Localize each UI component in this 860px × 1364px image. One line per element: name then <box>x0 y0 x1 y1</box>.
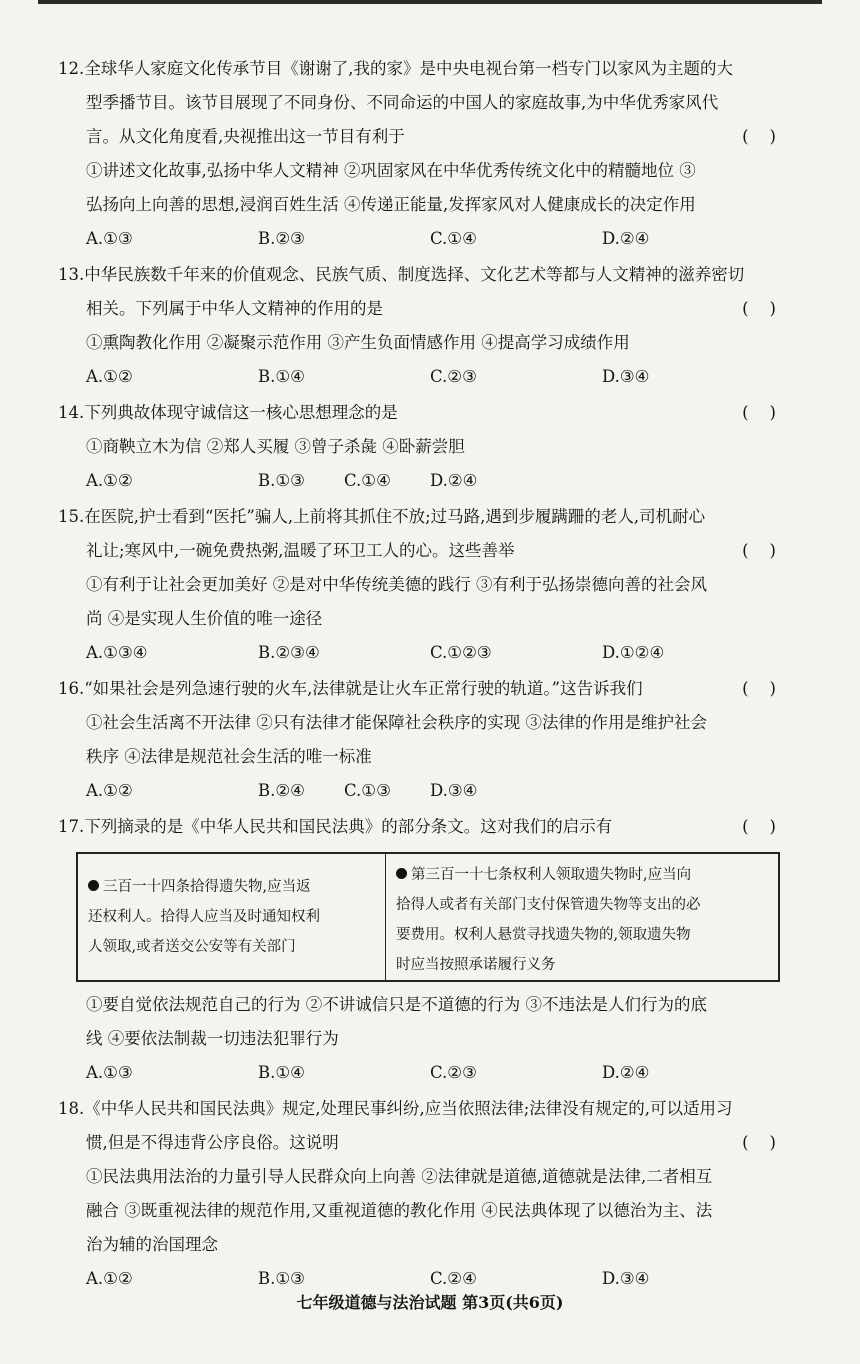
option-a: A.①② <box>86 781 133 800</box>
article-317 <box>386 854 778 980</box>
article-317-line-1: 第三百一十七条权利人领取遗失物时,应当向 <box>411 867 692 883</box>
bullet-icon <box>396 868 407 879</box>
option-d: D.①②④ <box>602 643 665 662</box>
question-16-line-1: 16.“如果社会是列急速行驶的火车,法律就是让火车正常行驶的轨道。”这告诉我们 <box>58 679 643 698</box>
question-17 <box>58 810 798 1090</box>
question-13 <box>58 258 798 394</box>
option-b: B.①④ <box>258 1063 305 1082</box>
question-18-item-line-1: ①民法典用法治的力量引导人民群众向上向善 ②法律就是道德,道德就是法律,二者相互 <box>86 1167 713 1186</box>
option-a: A.①③ <box>86 1063 133 1082</box>
option-d: D.③④ <box>602 1269 650 1288</box>
option-b: B.①③ <box>258 1269 305 1288</box>
option-b: B.②③ <box>258 229 305 248</box>
option-c: C.②③ <box>430 1063 477 1082</box>
question-14 <box>58 396 798 498</box>
questions-area <box>58 52 798 1298</box>
article-314-line-2: 还权利人。拾得人应当及时通知权利 <box>88 909 320 925</box>
option-d: D.③④ <box>602 367 650 386</box>
article-317-line-2: 拾得人或者有关部门支付保管遗失物等支出的必 <box>396 897 701 913</box>
answer-paren: ( ) <box>742 127 776 146</box>
question-17-item-line-1: ①要自觉依法规范自己的行为 ②不讲诚信只是不道德的行为 ③不违法是人们行为的底 <box>86 995 707 1014</box>
question-12-line-1: 12.全球华人家庭文化传承节目《谢谢了,我的家》是中央电视台第一档专门以家风为主题的大 <box>58 59 733 78</box>
option-c: C.①④ <box>344 471 391 490</box>
option-c: C.①③ <box>344 781 391 800</box>
option-d: D.③④ <box>430 781 478 800</box>
question-12-item-line-1: ①讲述文化故事,弘扬中华人文精神 ②巩固家风在中华优秀传统文化中的精髓地位 ③ <box>86 161 696 180</box>
option-b: B.②④ <box>258 781 305 800</box>
question-17-item-line-2: 线 ④要依法制裁一切违法犯罪行为 <box>86 1029 339 1048</box>
top-border-line <box>38 0 822 4</box>
article-317-line-3: 要费用。权利人悬赏寻找遗失物的,领取遗失物 <box>396 927 691 943</box>
civil-code-articles-box <box>76 852 780 982</box>
option-b: B.②③④ <box>258 643 320 662</box>
page-footer: 七年级道德与法治试题 第3页(共6页) <box>296 1293 564 1312</box>
option-d: D.②④ <box>602 1063 650 1082</box>
bullet-icon <box>88 880 99 891</box>
question-12 <box>58 52 798 256</box>
option-c: C.②③ <box>430 367 477 386</box>
question-18-line-1: 18.《中华人民共和国民法典》规定,处理民事纠纷,应当依照法律;法律没有规定的,可以适用习 <box>58 1099 733 1118</box>
answer-paren: ( ) <box>742 403 776 422</box>
question-12-line-2: 型季播节目。该节目展现了不同身份、不同命运的中国人的家庭故事,为中华优秀家风代 <box>86 93 719 112</box>
answer-paren: ( ) <box>742 817 776 836</box>
question-15 <box>58 500 798 670</box>
option-d: D.②④ <box>602 229 650 248</box>
question-15-line-2: 礼让;寒风中,一碗免费热粥,温暖了环卫工人的心。这些善举 <box>86 541 515 560</box>
option-a: A.①③④ <box>86 643 148 662</box>
question-13-item-line-1: ①熏陶教化作用 ②凝聚示范作用 ③产生负面情感作用 ④提高学习成绩作用 <box>86 333 630 352</box>
question-12-item-line-2: 弘扬向上向善的思想,浸润百姓生活 ④传递正能量,发挥家风对人健康成长的决定作用 <box>86 195 696 214</box>
option-c: C.②④ <box>430 1269 477 1288</box>
answer-paren: ( ) <box>742 1133 776 1152</box>
option-a: A.①② <box>86 367 133 386</box>
question-15-item-line-1: ①有利于让社会更加美好 ②是对中华传统美德的践行 ③有利于弘扬崇德向善的社会风 <box>86 575 707 594</box>
answer-paren: ( ) <box>742 299 776 318</box>
option-c: C.①④ <box>430 229 477 248</box>
question-17-line-1: 17.下列摘录的是《中华人民共和国民法典》的部分条文。这对我们的启示有 <box>58 817 613 836</box>
question-14-item-line-1: ①商鞅立木为信 ②郑人买履 ③曾子杀彘 ④卧薪尝胆 <box>86 437 465 456</box>
question-16-item-line-1: ①社会生活离不开法律 ②只有法律才能保障社会秩序的实现 ③法律的作用是维护社会 <box>86 713 707 732</box>
question-18-line-2: 惯,但是不得违背公序良俗。这说明 <box>86 1133 339 1152</box>
answer-paren: ( ) <box>742 541 776 560</box>
option-d: D.②④ <box>430 471 478 490</box>
article-314 <box>78 854 386 980</box>
question-15-item-line-2: 尚 ④是实现人生价值的唯一途径 <box>86 609 323 628</box>
question-13-line-2: 相关。下列属于中华人文精神的作用的是 <box>86 299 383 318</box>
article-314-line-1: 三百一十四条拾得遗失物,应当返 <box>103 879 311 895</box>
option-a: A.①② <box>86 471 133 490</box>
answer-paren: ( ) <box>742 679 776 698</box>
question-18-item-line-3: 治为辅的治国理念 <box>86 1235 218 1254</box>
option-b: B.①④ <box>258 367 305 386</box>
question-12-line-3: 言。从文化角度看,央视推出这一节目有利于 <box>86 127 405 146</box>
option-a: A.①② <box>86 1269 133 1288</box>
option-b: B.①③ <box>258 471 305 490</box>
question-13-line-1: 13.中华民族数千年来的价值观念、民族气质、制度选择、文化艺术等都与人文精神的滋养密切 <box>58 265 745 284</box>
question-16 <box>58 672 798 808</box>
article-314-line-3: 人领取,或者送交公安等有关部门 <box>88 939 296 955</box>
option-c: C.①②③ <box>430 643 492 662</box>
question-14-line-1: 14.下列典故体现守诚信这一核心思想理念的是 <box>58 403 398 422</box>
article-317-line-4: 时应当按照承诺履行义务 <box>396 957 556 973</box>
option-a: A.①③ <box>86 229 133 248</box>
question-15-line-1: 15.在医院,护士看到“医托”骗人,上前将其抓住不放;过马路,遇到步履蹒跚的老人,司机耐心 <box>58 507 706 526</box>
question-16-item-line-2: 秩序 ④法律是规范社会生活的唯一标准 <box>86 747 372 766</box>
question-18-item-line-2: 融合 ③既重视法律的规范作用,又重视道德的教化作用 ④民法典体现了以德治为主、法 <box>86 1201 713 1220</box>
question-18 <box>58 1092 798 1296</box>
